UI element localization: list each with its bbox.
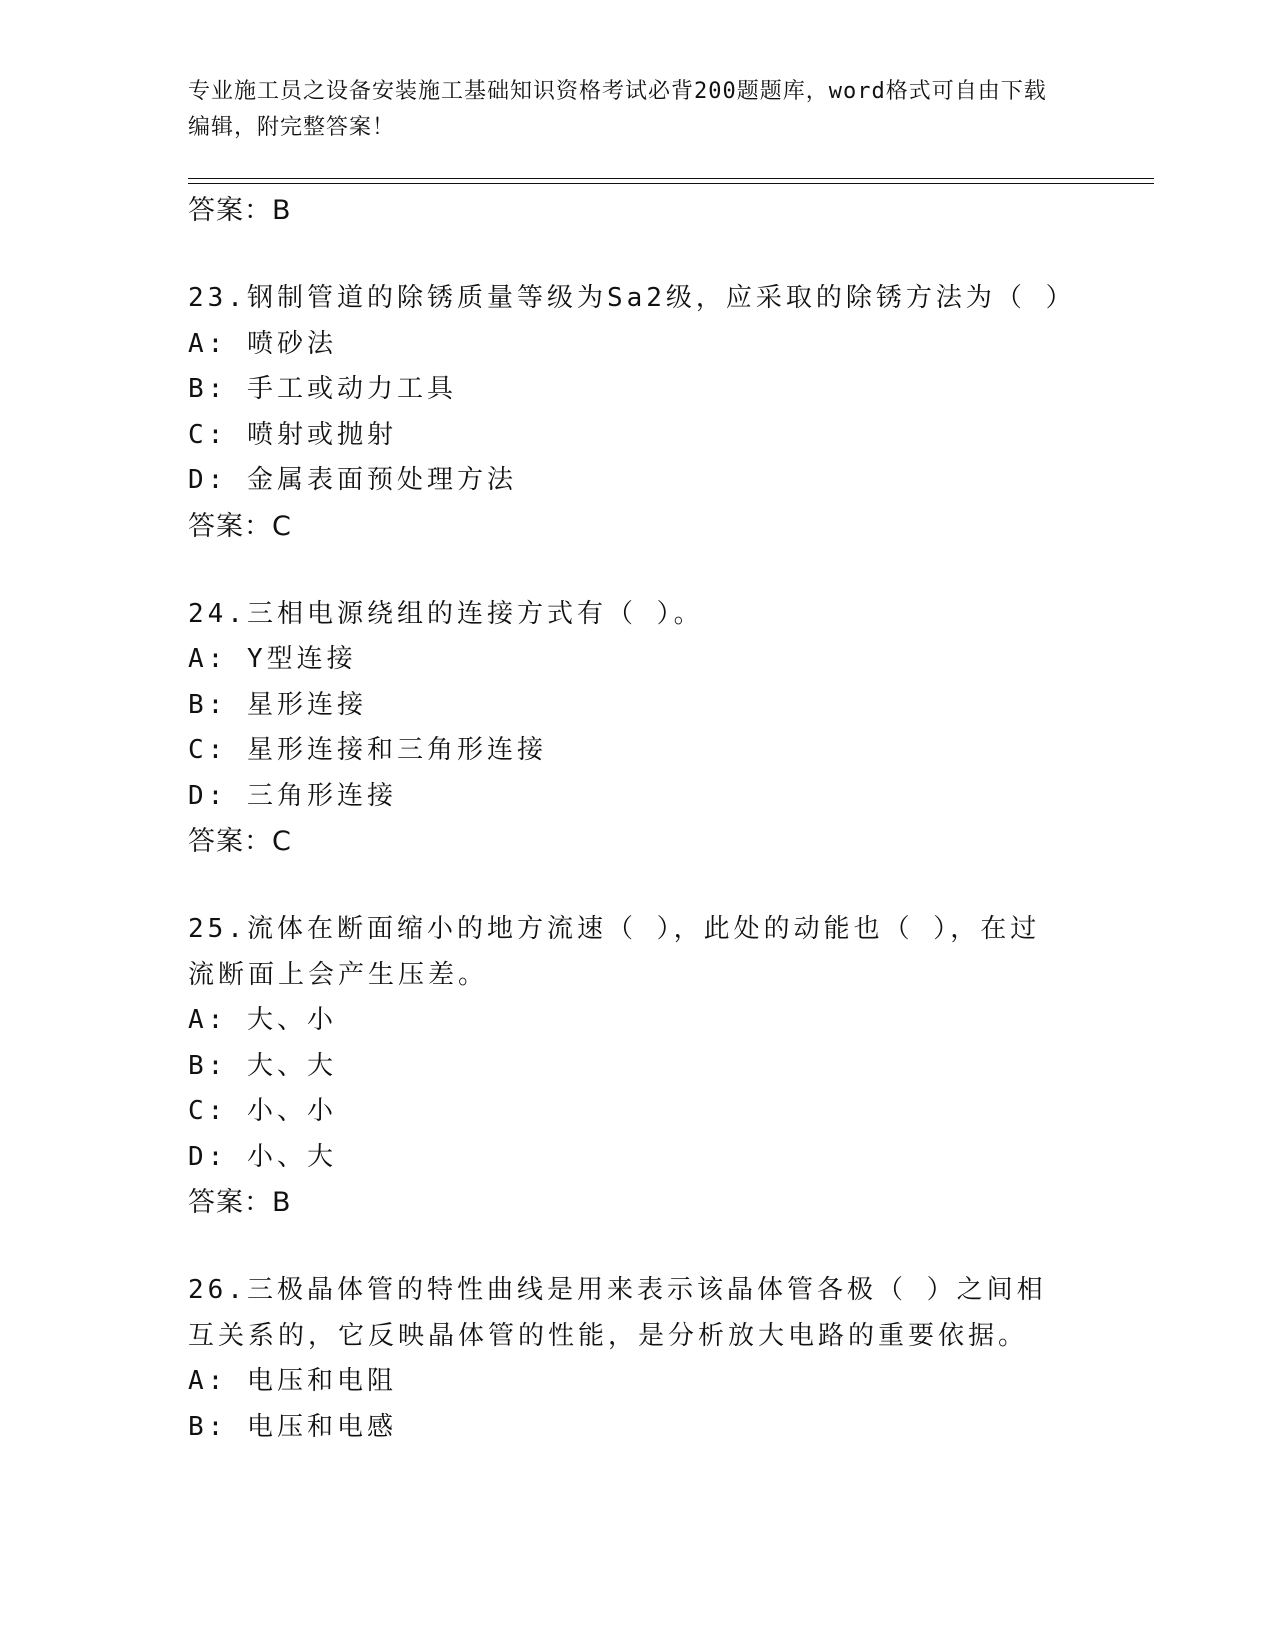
question-text: 24.三相电源绕组的连接方式有（ ）。 <box>188 598 704 629</box>
question-block <box>188 1268 1088 1450</box>
option-d: D: 小、大 <box>188 1141 337 1172</box>
document-header: 专业施工员之设备安装施工基础知识资格考试必背200题题库，word格式可自由下载编辑，附完整答案！ <box>188 79 1047 140</box>
answer-line: 答案：C <box>188 510 292 542</box>
question-list <box>188 188 1088 1450</box>
option-a: A: 电压和电阻 <box>188 1366 397 1396</box>
option-c: C: 喷射或抛射 <box>188 419 397 450</box>
answer-line: 答案：C <box>188 826 292 857</box>
option-b: B: 星形连接 <box>188 689 367 720</box>
option-a: A: Y型连接 <box>188 644 357 674</box>
option-c: C: 小、小 <box>188 1096 337 1126</box>
option-d: D: 金属表面预处理方法 <box>188 465 517 495</box>
answer-line: 答案：B <box>188 1187 292 1218</box>
option-a: A: 大、小 <box>188 1005 337 1035</box>
option-d: D: 三角形连接 <box>188 780 397 811</box>
option-a: A: 喷砂法 <box>188 328 337 359</box>
question-text: 26.三极晶体管的特性曲线是用来表示该晶体管各极（ ）之间相互关系的，它反映晶体管的性能，是分析放大电路的重要依据。 <box>188 1275 1047 1351</box>
option-b: B: 手工或动力工具 <box>188 374 457 404</box>
question-block <box>188 592 1088 866</box>
option-c: C: 星形连接和三角形连接 <box>188 735 547 765</box>
previous-answer: 答案：B <box>188 195 292 226</box>
header-rule-top <box>188 178 1154 179</box>
header-rule-bottom <box>188 183 1154 184</box>
question-block <box>188 907 1088 1226</box>
option-b: B: 电压和电感 <box>188 1411 397 1442</box>
question-block <box>188 276 1088 550</box>
option-b: B: 大、大 <box>188 1050 337 1081</box>
question-text: 25.流体在断面缩小的地方流速（ ），此处的动能也（ ），在过流断面上会产生压差。 <box>188 914 1041 990</box>
question-text: 23.钢制管道的除锈质量等级为Sa2级，应采取的除锈方法为（ ） <box>188 283 1076 313</box>
